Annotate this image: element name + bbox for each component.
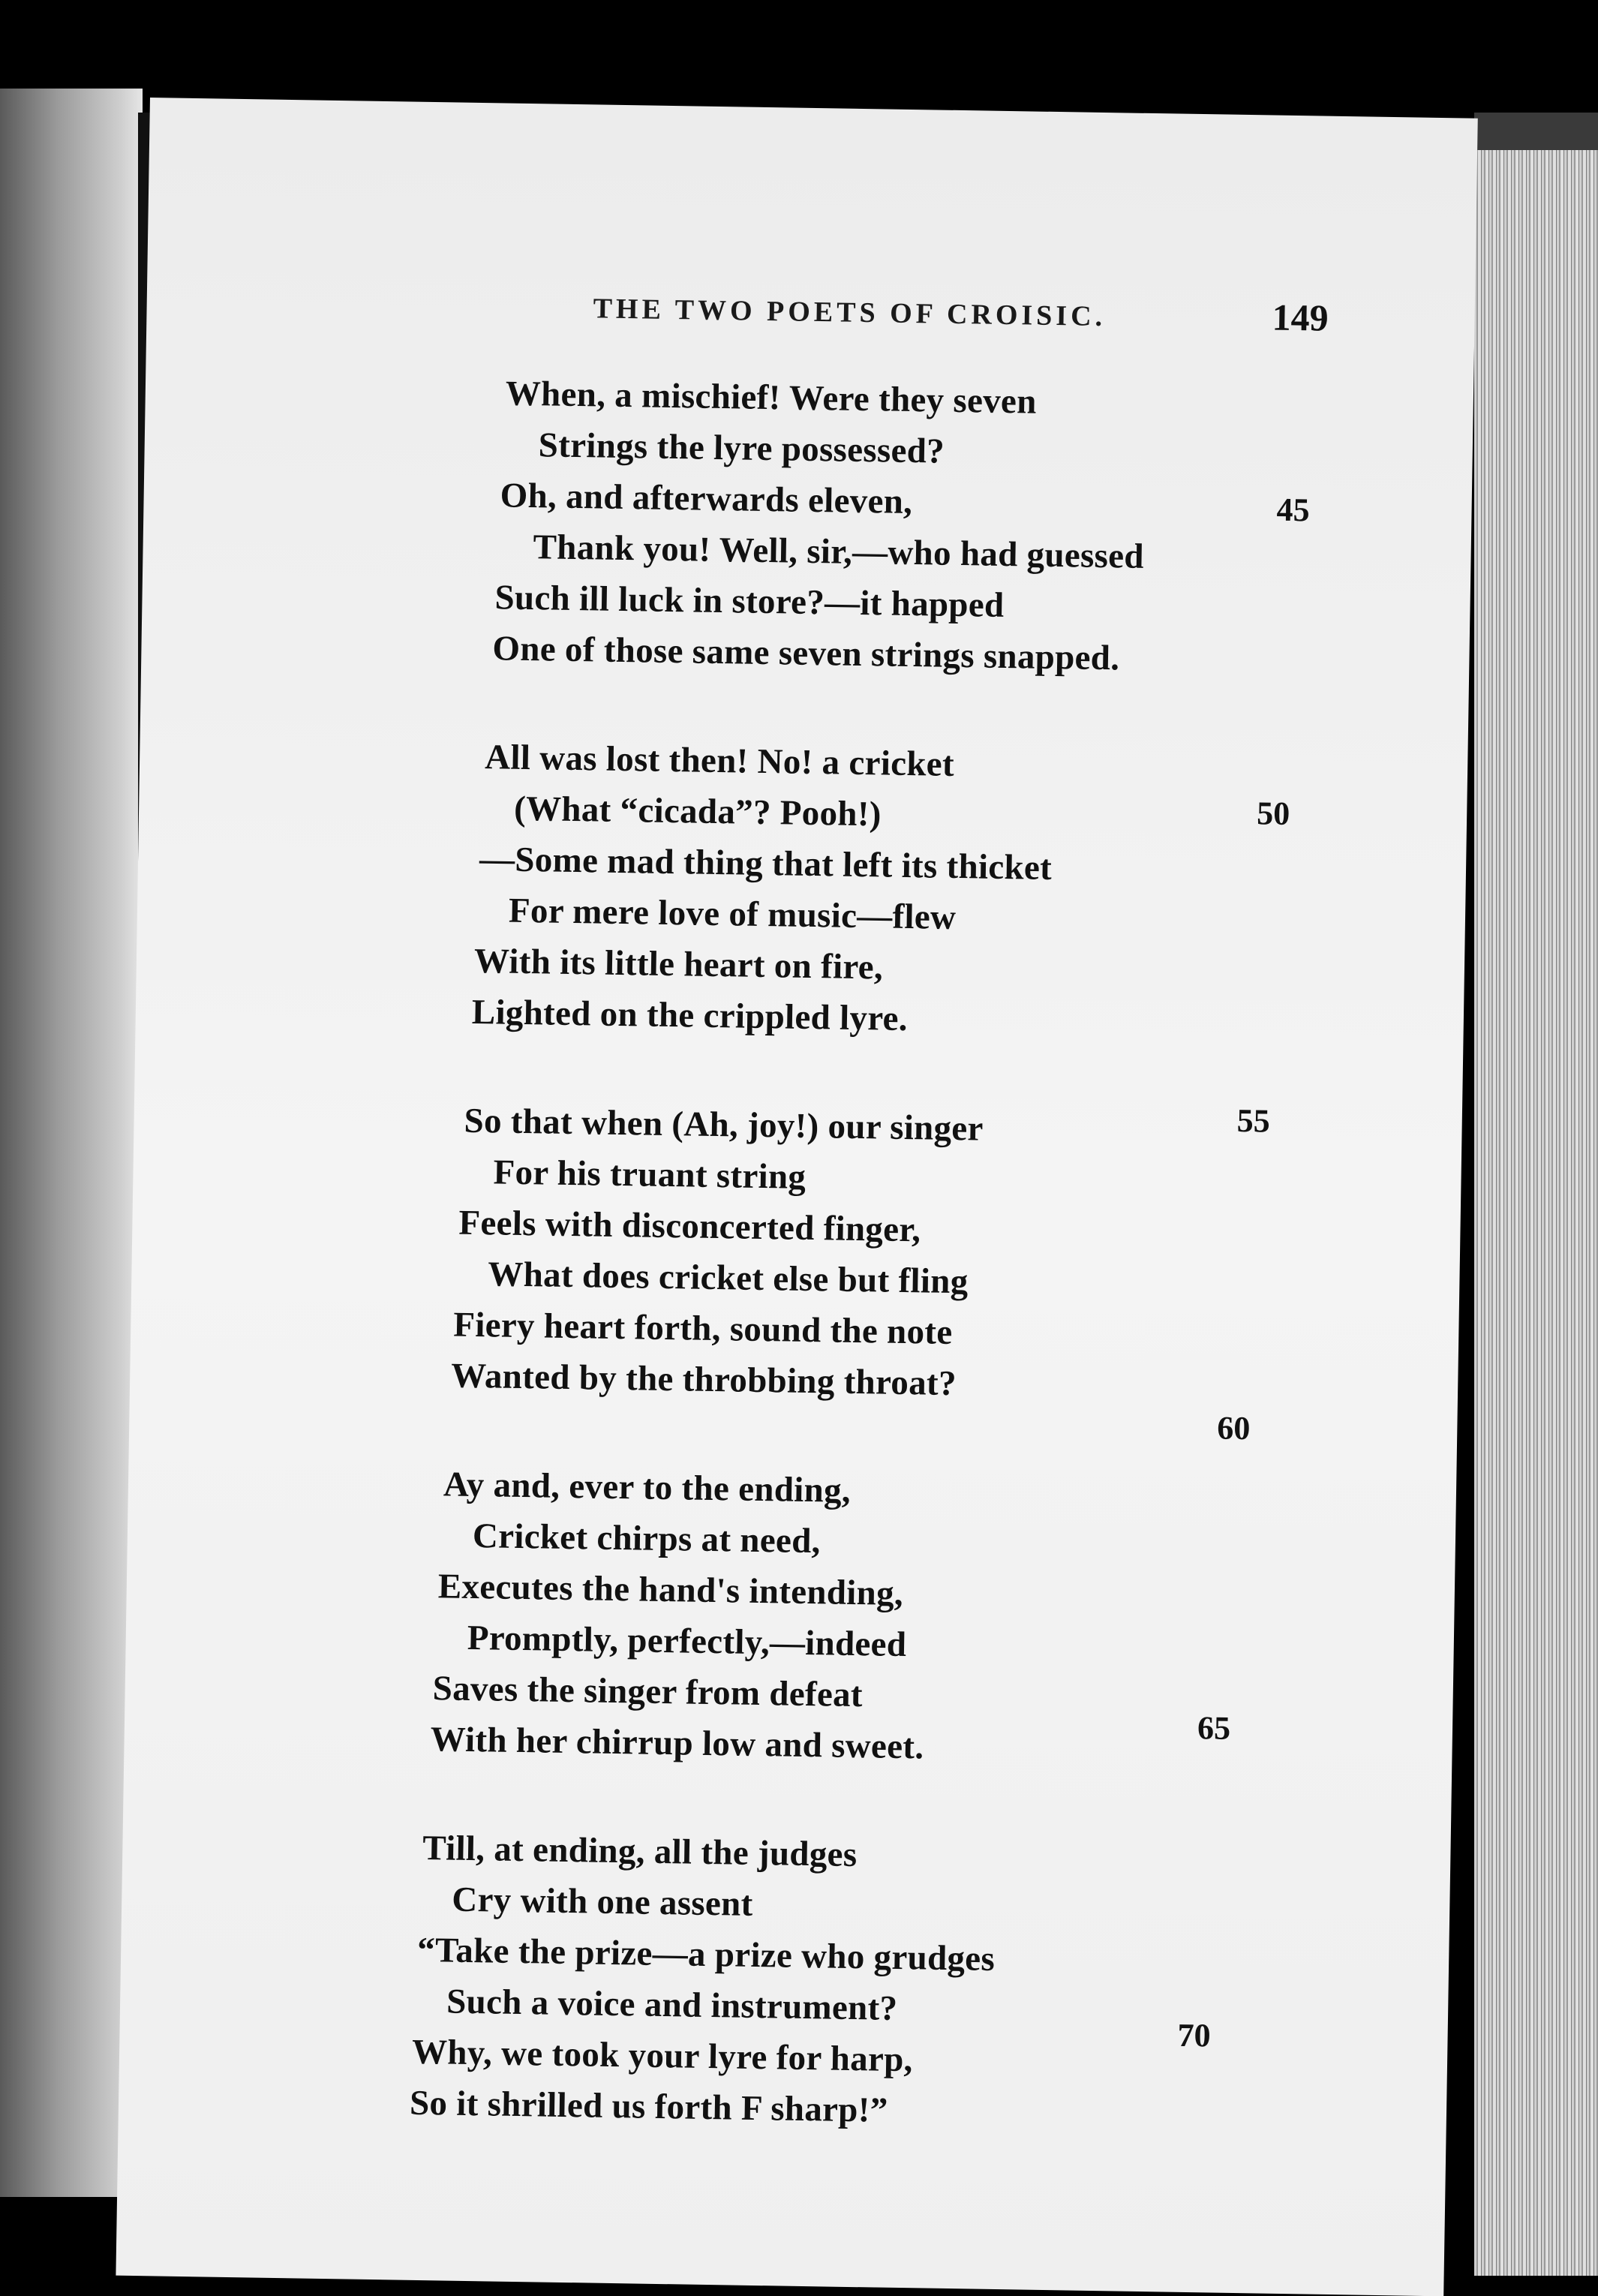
line-number: 50 — [1256, 795, 1290, 832]
page-content — [116, 98, 1477, 2296]
poem-line: Such a voice and instrument? — [446, 1982, 898, 2028]
poem-line: Executes the hand's intending, — [437, 1567, 904, 1614]
poem-line: For mere love of music—flew — [508, 891, 957, 938]
poem-line: Lighted on the crippled lyre. — [471, 992, 909, 1039]
poem-line: With her chirrup low and sweet. — [430, 1720, 924, 1767]
poem-line: Till, at ending, all the judges — [422, 1828, 858, 1875]
poem-line: With its little heart on fire, — [473, 941, 884, 987]
poem-line: All was lost then! No! a cricket — [484, 738, 955, 784]
page-stack-edge — [1474, 150, 1598, 2276]
line-number: 55 — [1236, 1101, 1271, 1140]
page-number: 149 — [1272, 296, 1329, 339]
poem-line: Strings the lyre possessed? — [538, 425, 945, 471]
poem-line: Thank you! Well, sir,—who had guessed — [533, 527, 1145, 576]
poem-line: So that when (Ah, joy!) our singer — [464, 1101, 984, 1149]
poem-line: Cricket chirps at need, — [472, 1516, 822, 1561]
poem-line: What does cricket else but fling — [488, 1255, 969, 1302]
poem-line: Cry with one assent — [451, 1880, 753, 1924]
line-number: 70 — [1177, 2016, 1211, 2054]
poem-line: Ay and, ever to the ending, — [443, 1465, 852, 1510]
poem-line: Oh, and afterwards eleven, — [500, 476, 913, 522]
book-page — [116, 98, 1477, 2296]
left-page-edge — [0, 89, 143, 2197]
poem-line: Promptly, perfectly,—indeed — [467, 1618, 907, 1665]
poem-line: Why, we took your lyre for harp, — [411, 2032, 914, 2080]
poem-line: Saves the singer from defeat — [432, 1669, 864, 1715]
poem-line: —Some mad thing that left its thicket — [479, 840, 1053, 888]
poem-line: Fiery heart forth, sound the note — [452, 1305, 953, 1352]
running-head: THE TWO POETS OF CROISIC. — [593, 293, 1107, 333]
poem-line: So it shrilled us forth F sharp!” — [409, 2083, 888, 2130]
poem-line: “Take the prize—a prize who grudges — [416, 1930, 996, 1979]
line-number: 45 — [1276, 491, 1310, 529]
line-number: 65 — [1197, 1709, 1231, 1747]
poem-line: One of those same seven strings snapped. — [492, 629, 1120, 678]
poem-line: Feels with disconcerted finger, — [458, 1203, 921, 1250]
poem-line: Wanted by the throbbing throat? — [450, 1356, 957, 1404]
poem-line: Such ill luck in store?—it happed — [494, 578, 1005, 625]
line-number: 60 — [1216, 1409, 1251, 1447]
poem-line: When, a mischief! Were they seven — [505, 374, 1038, 422]
poem-line: For his truant string — [493, 1153, 807, 1197]
poem-line: (What “cicada”? Pooh!) — [513, 789, 882, 834]
